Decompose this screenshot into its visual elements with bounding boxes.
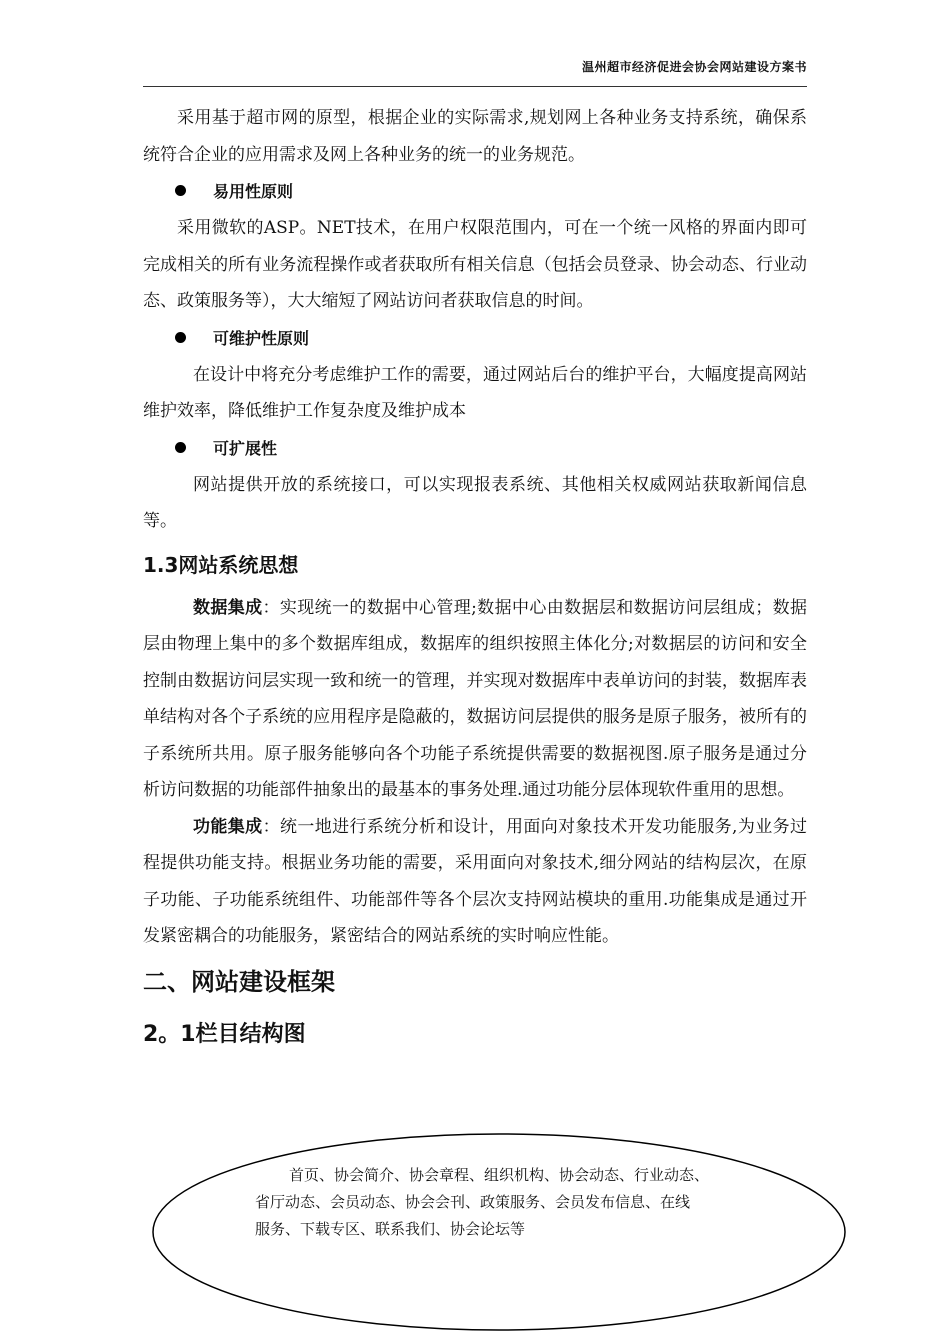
bullet-dot-icon xyxy=(175,442,186,453)
bullet-maintainability xyxy=(143,320,807,357)
data-integration-lead: 数据集成 xyxy=(193,597,263,618)
bullet-dot-icon xyxy=(175,185,186,196)
diagram-line-1: 首页、协会简介、协会章程、组织机构、协会动态、行业动态、 xyxy=(289,1166,710,1184)
diagram-line-3: 服务、下载专区、联系我们、协会论坛等 xyxy=(255,1220,526,1238)
function-integration-text: ：统一地进行系统分析和设计，用面向对象技术开发功能服务,为业务过程提供功能支持。根据业务功能的需要，采用面向对象技术,细分网站的结构层次，在原子功能、子功能系统组件、功能部件等各个层次支持网站模块的重用.功能集成是通过开发紧密耦合的功能服务，紧密结合的网站系统的实时响应性能。 xyxy=(143,816,808,946)
header-divider xyxy=(143,86,807,87)
paragraph-maintainability: 在设计中将充分考虑维护工作的需要，通过网站后台的维护平台，大幅度提高网站维护效率，降低维护工作复杂度及维护成本 xyxy=(143,364,807,421)
function-integration-lead: 功能集成 xyxy=(193,816,263,837)
bullet-label: 易用性原则 xyxy=(213,182,294,201)
diagram-text xyxy=(255,1162,755,1243)
paragraph-extensibility: 网站提供开放的系统接口，可以实现报表系统、其他相关权威网站获取新闻信息等。 xyxy=(143,474,807,531)
section-heading-1-3: 1.3网站系统思想 xyxy=(143,552,299,577)
diagram-line-2: 省厅动态、会员动态、协会会刊、政策服务、会员发布信息、在线 xyxy=(255,1193,691,1211)
bullet-dot-icon xyxy=(175,332,186,343)
data-integration-text: ：实现统一的数据中心管理;数据中心由数据层和数据访问层组成；数据层由物理上集中的多个数据库组成，数据库的组织按照主体化分;对数据层的访问和安全控制由数据访问层实现一致和统一的管理，并实现对数据库中表单访问的封装，数据库表单结构对各个子系统的应用程序是隐蔽的，数据访问层提供的服务是原子服务，被所有的子系统所共用。原子服务能够向各个功能子系统提供需要的数据视图.原子服务是通过分析访问数据的功能部件抽象出的最基本的事务处理.通过功能分层体现软件重用的思想。 xyxy=(143,597,808,800)
chapter-heading-2: 二、网站建设框架 xyxy=(143,967,335,996)
bullet-usability xyxy=(143,173,807,210)
column-structure-diagram xyxy=(151,1132,847,1332)
paragraph-data-integration xyxy=(143,590,807,809)
paragraph-usability: 采用微软的ASP。NET技术，在用户权限范围内，可在一个统一风格的界面内即可完成相关的所有业务流程操作或者获取所有相关信息（包括会员登录、协会动态、行业动态、政策服务等），大大缩短了网站访问者获取信息的时间。 xyxy=(143,218,807,311)
bullet-label: 可维护性原则 xyxy=(213,328,310,348)
paragraph-function-integration xyxy=(143,809,807,955)
document-header-title: 温州超市经济促进会协会网站建设方案书 xyxy=(581,60,807,74)
section-heading-2-1: 2。1栏目结构图 xyxy=(143,1021,306,1047)
bullet-extensibility xyxy=(143,430,807,467)
bullet-label: 可扩展性 xyxy=(213,438,278,458)
paragraph-prototype: 采用基于超市网的原型，根据企业的实际需求,规划网上各种业务支持系统，确保系统符合企业的应用需求及网上各种业务的统一的业务规范。 xyxy=(143,108,807,165)
document-body xyxy=(143,100,807,1059)
